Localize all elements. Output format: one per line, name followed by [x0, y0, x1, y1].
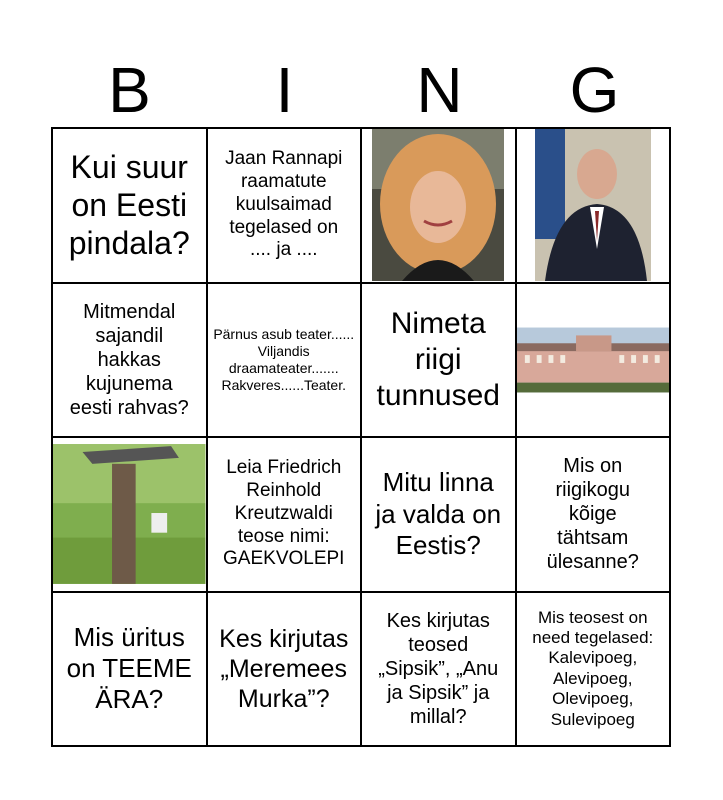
header-letter-g: G: [569, 54, 620, 126]
bingo-grid: [51, 127, 671, 747]
cell-text: Kui suur on Eesti pindala?: [68, 148, 190, 262]
building-image: [517, 327, 670, 393]
cell-text: Mitmendal sajandil hakkas kujunema eesti rahvas?: [69, 300, 189, 419]
bingo-cell[interactable]: [52, 283, 207, 438]
cell-text: Kes kirjutas teosed „Sipsik”, „Anu ja Sipsik” ja millal?: [378, 609, 499, 728]
bingo-cell[interactable]: [52, 592, 207, 747]
bingo-cell[interactable]: [361, 437, 516, 592]
cell-text: Mis teosest on need tegelased: Kalevipoeg, Alevipoeg, Olevipoeg, Sulevipoeg: [532, 607, 654, 729]
bingo-cell[interactable]: [52, 128, 207, 283]
cell-text: Nimeta riigi tunnused: [376, 306, 500, 412]
bingo-cell[interactable]: [361, 283, 516, 438]
bingo-cell[interactable]: [361, 592, 516, 747]
bingo-cell[interactable]: [207, 592, 362, 747]
header-letter-n: N: [416, 54, 463, 126]
bingo-cell[interactable]: [361, 128, 516, 283]
bingo-cell[interactable]: [516, 592, 671, 747]
bingo-cell[interactable]: [207, 437, 362, 592]
portrait-woman-image: [372, 129, 504, 281]
bingo-cell[interactable]: [516, 283, 671, 438]
bingo-cell[interactable]: [207, 128, 362, 283]
cell-text: Pärnus asub teater...... Viljandis draamateater....... Rakveres......Teater.: [213, 326, 355, 393]
bingo-cell[interactable]: [207, 283, 362, 438]
cell-text: Mis on riigikogu kõige tähtsam ülesanne?: [546, 455, 639, 574]
bingo-header: [52, 52, 672, 128]
cell-text: Mis üritus on TEEME ÄRA?: [66, 621, 192, 715]
header-letter-b: B: [108, 54, 151, 126]
bingo-cell[interactable]: [516, 128, 671, 283]
cell-text: Jaan Rannapi raamatute kuulsaimad tegelased on .... ja ....: [225, 148, 343, 261]
cell-text: Mitu linna ja valda on Eestis?: [375, 467, 502, 560]
tree-park-image: [53, 443, 206, 585]
bingo-cell[interactable]: [516, 437, 671, 592]
cell-text: Kes kirjutas „Meremees Murka”?: [219, 624, 349, 713]
cell-text: Leia Friedrich Reinhold Kreutzwaldi teose nimi: GAEKVOLEPI: [223, 457, 345, 570]
bingo-cell[interactable]: [52, 437, 207, 592]
portrait-man-image: [535, 129, 651, 281]
header-letter-i: I: [275, 54, 294, 126]
